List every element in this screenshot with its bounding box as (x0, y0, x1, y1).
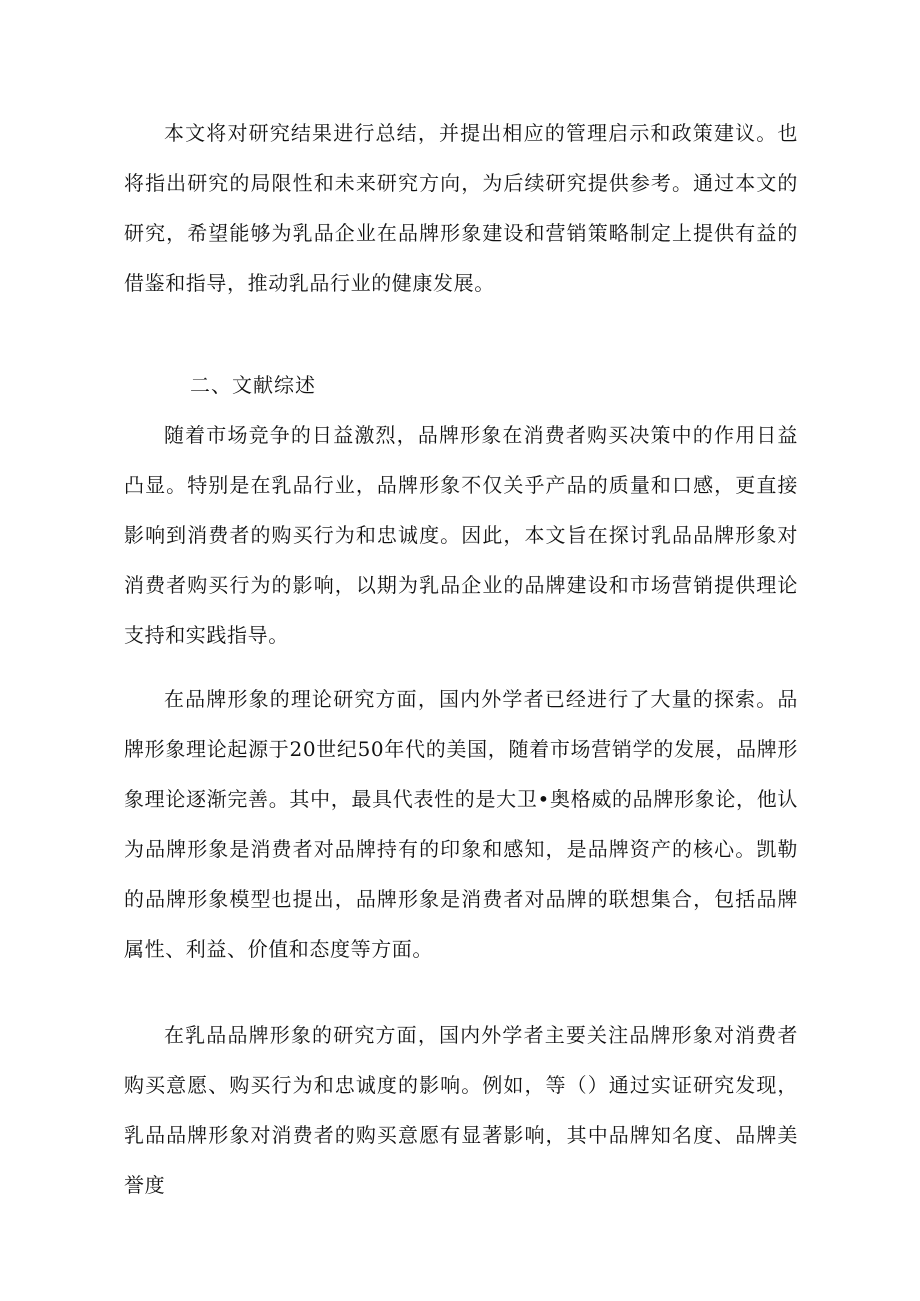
body-paragraph-1: 随着市场竞争的日益激烈，品牌形象在消费者购买决策中的作用日益凸显。特别是在乳品行业，品牌形象不仅关乎产品的质量和口感，更直接影响到消费者的购买行为和忠诚度。因此，本文旨在探讨乳品品牌形象对消费者购买行为的影响，以期为乳品企业的品牌建设和市场营销提供理论支持和实践指导。 (124, 423, 798, 647)
body-paragraph-3: 在乳品品牌形象的研究方面，国内外学者主要关注品牌形象对消费者购买意愿、购买行为和忠诚度的影响。例如，等（）通过实证研究发现，乳品品牌形象对消费者的购买意愿有显著影响，其中品牌知名度、品牌美誉度 (124, 1023, 798, 1197)
intro-paragraph: 本文将对研究结果进行总结，并提出相应的管理启示和政策建议。也将指出研究的局限性和未来研究方向，为后续研究提供参考。通过本文的研究，希望能够为乳品企业在品牌形象建设和营销策略制定上提供有益的借鉴和指导，推动乳品行业的健康发展。 (124, 121, 798, 295)
section-heading: 二、文献综述 (190, 373, 316, 397)
body-paragraph-2: 在品牌形象的理论研究方面，国内外学者已经进行了大量的探索。品牌形象理论起源于20世纪50年代的美国，随着市场营销学的发展，品牌形象理论逐渐完善。其中，最具代表性的是大卫•奥格威的品牌形象论，他认为品牌形象是消费者对品牌持有的印象和感知，是品牌资产的核心。凯勒的品牌形象模型也提出，品牌形象是消费者对品牌的联想集合，包括品牌属性、利益、价值和态度等方面。 (124, 687, 798, 961)
